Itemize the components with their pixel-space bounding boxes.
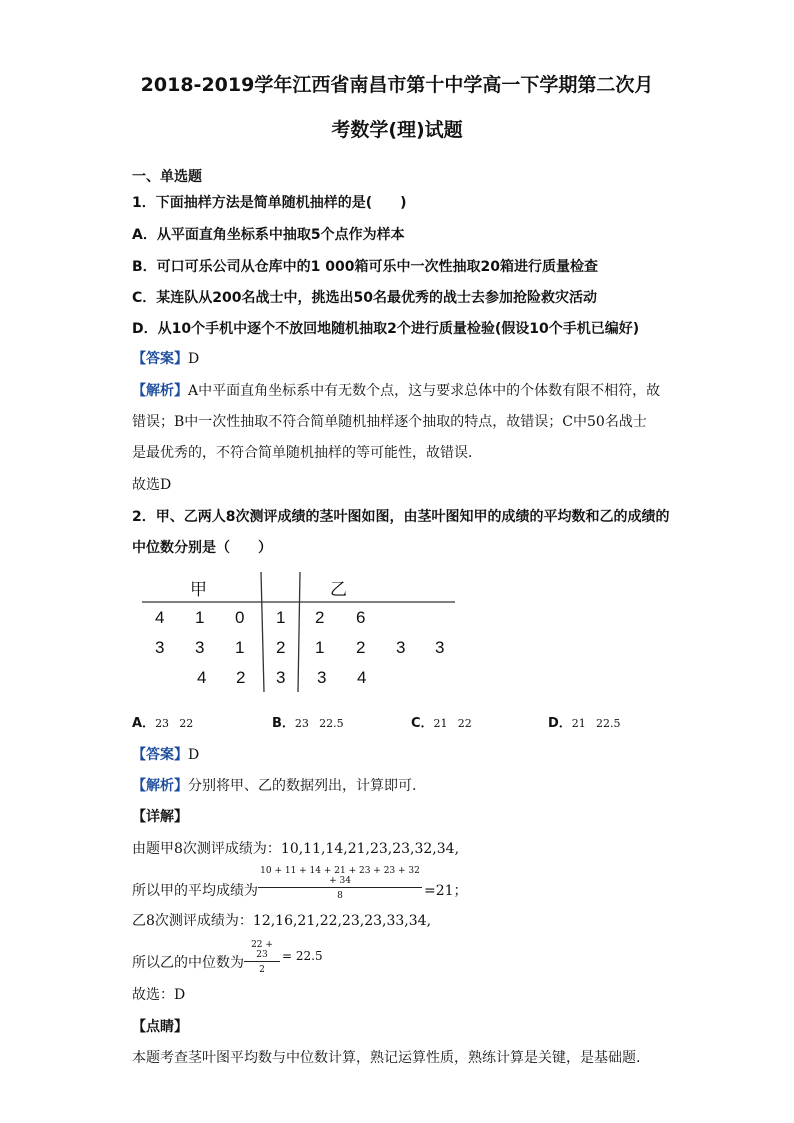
q2-detail-tag: 【详解】 [132, 809, 188, 825]
option-value-1: 21 [571, 717, 586, 730]
leaf-left: 3 [155, 638, 165, 657]
q2-yi-scores: 乙8次测评成绩为：12,16,21,22,23,23,33,34, [132, 913, 432, 929]
q2-answer-tag: 【答案】 [132, 747, 188, 763]
q2-answer-value: D [188, 747, 200, 763]
q1-analysis-tag: 【解析】 [132, 383, 188, 399]
leaf-left: 4 [197, 668, 207, 687]
option-value-1: 23 [155, 717, 170, 730]
option-value-2: 22.5 [319, 717, 344, 730]
q2-median-fraction [244, 940, 280, 975]
q1-answer-value: D [188, 351, 200, 367]
q2-option-d [548, 712, 620, 731]
page-title-line2: 考数学(理)试题 [331, 119, 463, 141]
option-letter: D． [548, 716, 572, 731]
q1-answer-tag: 【答案】 [132, 351, 188, 367]
q2-mean-fraction [258, 866, 422, 901]
q2-stem-line2: 中位数分别是（ ） [132, 540, 272, 556]
q1-option-c: C．某连队从200名战士中，挑选出50名最优秀的战士去参加抢险救灾活动 [132, 290, 597, 306]
leaf-right: 3 [396, 638, 406, 657]
q1-option-a: A．从平面直角坐标系中抽取5个点作为样本 [132, 227, 405, 243]
fraction-denominator: 8 [337, 891, 343, 901]
q2-analysis-text: 分别将甲、乙的数据列出，计算即可. [188, 778, 417, 794]
option-value-1: 23 [294, 717, 309, 730]
q2-jia-scores: 由题甲8次测评成绩为：10,11,14,21,23,23,32,34, [132, 841, 460, 857]
section-heading: 一、单选题 [132, 169, 202, 185]
option-value-2: 22 [179, 717, 194, 730]
q2-stem-line1: 2．甲、乙两人8次测评成绩的茎叶图如图，由茎叶图知甲的成绩的平均数和乙的成绩的 [132, 509, 670, 525]
leaf-right: 2 [315, 608, 325, 627]
option-value-2: 22 [457, 717, 472, 730]
leaf-right: 2 [356, 638, 366, 657]
leaf-right: 3 [317, 668, 327, 687]
q1-analysis-line2: 错误；B中一次性抽取不符合简单随机抽样逐个抽取的特点，故错误；C中50名战士 [132, 414, 647, 430]
q2-answer [132, 744, 199, 764]
q1-analysis-line1 [132, 380, 660, 400]
option-letter: C． [411, 716, 434, 731]
leaf-right: 4 [357, 668, 367, 687]
q2-mean-prefix: 所以甲的平均成绩为 [132, 883, 258, 899]
q1-analysis-line3: 是最优秀的，不符合简单随机抽样的等可能性，故错误． [132, 445, 482, 461]
q1-stem: 1．下面抽样方法是简单随机抽样的是( ) [132, 195, 407, 211]
option-letter: A． [132, 716, 156, 731]
fraction-numerator: 22 + 23 [244, 940, 280, 962]
leaf-left: 3 [195, 638, 205, 657]
stem-leaf-lines [130, 570, 470, 695]
page-title-line1: 2018-2019学年江西省南昌市第十中学高一下学期第二次月 [140, 74, 654, 96]
fraction-denominator: 2 [259, 965, 265, 975]
q1-option-b: B．可口可乐公司从仓库中的1 000箱可乐中一次性抽取20箱进行质量检查 [132, 259, 598, 275]
stem-leaf-header-yi: 乙 [330, 580, 347, 599]
leaf-left: 2 [236, 668, 246, 687]
q2-analysis [132, 775, 416, 795]
option-letter: B． [272, 716, 295, 731]
leaf-right: 1 [315, 638, 325, 657]
fraction-numerator: 10 + 11 + 14 + 21 + 23 + 23 + 32 + 34 [258, 866, 422, 888]
q2-option-c [411, 712, 472, 731]
q2-option-a [132, 712, 193, 731]
q2-comment-tag: 【点睛】 [132, 1019, 188, 1035]
q2-option-b [272, 712, 344, 731]
leaf-left: 0 [235, 608, 245, 627]
q2-median-result: = 22.5 [282, 949, 323, 963]
leaf-left: 1 [235, 638, 245, 657]
option-value-1: 21 [433, 717, 448, 730]
leaf-right: 6 [356, 608, 366, 627]
option-value-2: 22.5 [595, 717, 621, 730]
leaf-right: 3 [435, 638, 445, 657]
q2-analysis-tag: 【解析】 [132, 778, 188, 794]
q2-median-prefix: 所以乙的中位数为 [132, 955, 244, 971]
q1-analysis-text1: A中平面直角坐标系中有无数个点，这与要求总体中的个体数有限不相符，故 [188, 383, 661, 399]
stem-value: 2 [276, 638, 286, 657]
q1-answer [132, 348, 199, 368]
q2-comment: 本题考查茎叶图平均数与中位数计算，熟记运算性质，熟练计算是关键，是基础题. [132, 1050, 641, 1066]
q2-mean-result: =21； [424, 883, 468, 899]
leaf-left: 1 [195, 608, 205, 627]
q1-conclusion: 故选D [132, 477, 172, 493]
stem-leaf-header-jia: 甲 [190, 580, 207, 599]
q2-conclusion: 故选：D [132, 987, 186, 1003]
stem-value: 1 [276, 608, 286, 627]
leaf-left: 4 [155, 608, 165, 627]
stem-value: 3 [276, 668, 286, 687]
q1-option-d: D．从10个手机中逐个不放回地随机抽取2个进行质量检验(假设10个手机已编好) [132, 321, 640, 337]
